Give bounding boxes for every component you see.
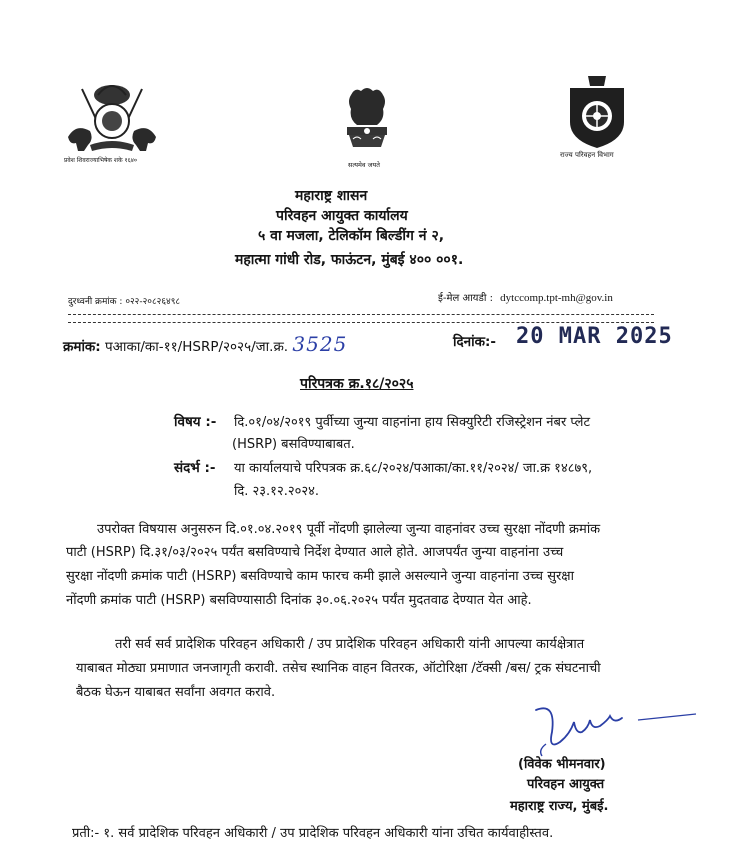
reference-label: क्रमांक: xyxy=(63,339,101,355)
header-address-line2: महात्मा गांधी रोड, फाऊंटन, मुंबई ४०० ००१. xyxy=(235,252,464,268)
subject-line1: दि.०१/०४/२०१९ पुर्वीच्या जुन्या वाहनांना हाय सिक्युरिटी रजिस्ट्रेशन नंबर प्लेट xyxy=(234,415,591,430)
national-emblem-caption: सत्यमेव जयते xyxy=(348,161,380,169)
reference-note-label: संदर्भ :- xyxy=(174,460,216,476)
date-label: दिनांक:- xyxy=(453,334,497,350)
signatory-name: (विवेक भीमनवार) xyxy=(518,757,606,772)
copy-to-label: प्रती:- xyxy=(72,826,100,841)
body-paragraph-1-line-4: नोंदणी क्रमांक पाटी (HSRP) बसविण्यासाठी दिनांक ३०.०६.२०२५ पर्यंत मुदतवाढ देण्यात येत आहे. xyxy=(66,593,532,608)
transport-department-caption: राज्य परिवहन विभाग xyxy=(560,151,614,159)
subject-label: विषय :- xyxy=(174,414,217,430)
body-paragraph-2-line-2: याबाबत मोठ्या प्रमाणात जनजागृती करावी. तसेच स्थानिक वाहन वितरक, ऑटोरिक्षा /टॅक्सी /बस/ ट्रक संघटनाची xyxy=(76,661,601,676)
body-paragraph-2-line-3: बैठक घेऊन याबाबत सर्वांना अवगत करावे. xyxy=(76,685,276,700)
copy-to-item-1: १. सर्व प्रादेशिक परिवहन अधिकारी / उप प्रादेशिक परिवहन अधिकारी यांना उचित कार्यवाहीस्तव. xyxy=(103,826,554,841)
body-paragraph-1-line-3: सुरक्षा नोंदणी क्रमांक पाटी (HSRP) बसविण्याचे काम फारच कमी झाले असल्याने जुन्या वाहनांना उच्च सुरक्षा xyxy=(66,569,574,584)
separator-line xyxy=(68,322,654,323)
signatory-designation: परिवहन आयुक्त xyxy=(527,777,605,792)
email-address[interactable]: dytccomp.tpt-mh@gov.in xyxy=(500,292,613,304)
reference-number: पआका/का-११/HSRP/२०२५/जा.क्र. xyxy=(105,339,289,355)
separator-line xyxy=(68,314,654,315)
date-stamp: 20 MAR 2025 xyxy=(516,324,673,349)
email-line xyxy=(438,290,613,304)
header-office: परिवहन आयुक्त कार्यालय xyxy=(276,208,408,224)
reference-note-line2: दि. २३.१२.२०२४. xyxy=(234,484,320,499)
body-paragraph-2-line-1: तरी सर्व सर्व प्रादेशिक परिवहन अधिकारी / उप प्रादेशिक परिवहन अधिकारी यांनी आपल्या कार्यक्षेत्रात xyxy=(115,637,585,652)
circular-title-prefix: परिपत्रक क्र. xyxy=(300,376,365,392)
signatory-office: महाराष्ट्र राज्य, मुंबई. xyxy=(510,799,609,814)
circular-number: १८ xyxy=(364,376,380,392)
copy-to-line xyxy=(72,823,553,841)
header-government: महाराष्ट्र शासन xyxy=(295,188,368,204)
subject-line2: (HSRP) बसविण्याबाबत. xyxy=(232,437,355,452)
left-emblem-caption: प्रवेश शिवराज्याभिषेक शके १६४० xyxy=(64,157,138,164)
email-label: ई-मेल आयडी : xyxy=(438,293,493,304)
circular-year: /२०२५ xyxy=(379,376,414,392)
body-paragraph-1-line-2: पाटी (HSRP) दि.३१/०३/२०२५ पर्यंत बसविण्याचे निर्देश देण्यात आले होते. आजपर्यंत जुन्या वाहनांना उच्च xyxy=(66,545,564,560)
reference-line xyxy=(63,332,347,356)
body-paragraph-1-line-1: उपरोक्त विषयास अनुसरुन दि.०१.०४.२०१९ पूर्वी नोंदणी झालेल्या जुन्या वाहनांवर उच्च सुरक्षा नोंदणी क्रमांक xyxy=(97,522,601,537)
reference-note-line1: या कार्यालयाचे परिपत्रक क्र.६८/२०२४/पआका/का.११/२०२४/ जा.क्र १४८७९, xyxy=(234,461,593,476)
circular-title xyxy=(300,374,413,393)
transport-department-logo xyxy=(568,74,626,150)
national-emblem-logo xyxy=(337,87,397,159)
header-address-line1: ५ वा मजला, टेलिकॉम बिल्डींग नं २, xyxy=(258,228,445,244)
handwritten-number: 3525 xyxy=(292,332,348,356)
phone-number: दुरध्वनी क्रमांक : ०२२-२०८२६४९८ xyxy=(68,297,181,307)
